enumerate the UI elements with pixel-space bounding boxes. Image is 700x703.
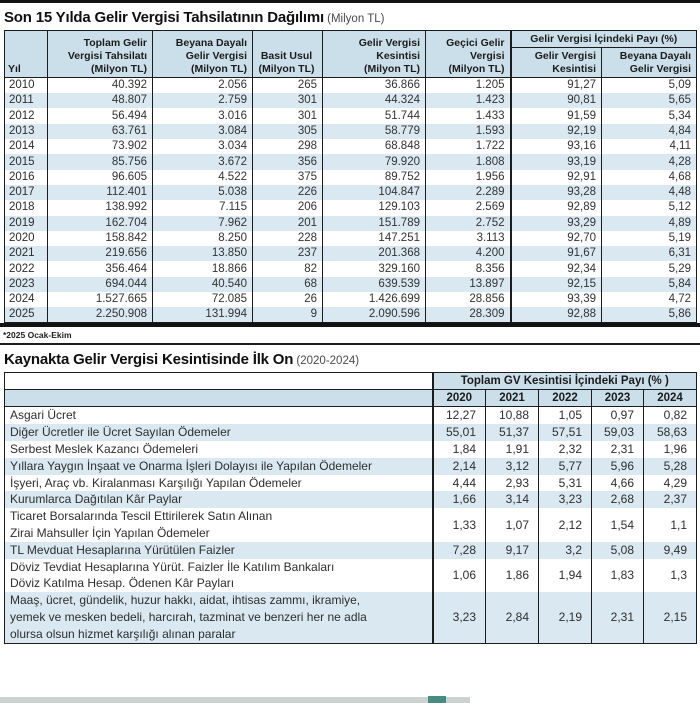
value-cell: 26	[253, 292, 323, 307]
value-cell: 219.656	[48, 246, 153, 261]
value-cell: 9,17	[486, 542, 539, 559]
value-cell: 13.897	[426, 277, 511, 292]
row-label-cell: 2011	[9, 94, 34, 107]
value-cell: 3,2	[539, 542, 592, 559]
value-cell: 0,97	[592, 407, 644, 424]
row-label-cell: 2016	[9, 170, 35, 183]
value-cell: 1,94	[539, 559, 592, 593]
table-row	[5, 78, 697, 94]
table-row	[5, 261, 697, 276]
value-cell: 265	[253, 78, 323, 94]
value-cell: 3,23	[539, 491, 592, 508]
row-label-cell: 2013	[9, 124, 35, 137]
table-row	[5, 475, 697, 492]
value-cell: 147.251	[323, 231, 426, 246]
value-cell: 301	[253, 108, 323, 123]
value-cell: 2.759	[153, 93, 253, 108]
value-cell: 96.605	[48, 170, 153, 185]
value-cell: 4,72	[602, 292, 697, 307]
value-cell: 4,84	[602, 124, 697, 139]
value-cell: 92,70	[511, 231, 602, 246]
table-row	[5, 407, 697, 424]
col-header-share-group: Gelir Vergisi İçindeki Payı (%)	[511, 31, 697, 48]
value-cell: 4,11	[602, 139, 697, 154]
value-cell: 8.356	[426, 261, 511, 276]
value-cell: 2,19	[539, 592, 592, 643]
row-label-cell: 2012	[9, 109, 35, 122]
value-cell: 1,3	[644, 559, 697, 593]
table-row	[5, 292, 697, 307]
col-header-provisional: Geçici Gelir Vergisi (Milyon TL)	[426, 31, 511, 78]
table1-title-text: Son 15 Yılda Gelir Vergisi Tahsilatının Dağılımı	[4, 9, 324, 26]
value-cell: 40.540	[153, 277, 253, 292]
value-cell: 2.056	[153, 78, 253, 94]
value-cell: 2,68	[592, 491, 644, 508]
value-cell: 356	[253, 154, 323, 169]
value-cell: 1.722	[426, 139, 511, 154]
value-cell: 10,88	[486, 407, 539, 424]
value-cell: 1,83	[592, 559, 644, 593]
value-cell: 104.847	[323, 185, 426, 200]
bottom-partial-bar	[0, 697, 470, 703]
value-cell: 93,16	[511, 139, 602, 154]
value-cell: 93,39	[511, 292, 602, 307]
value-cell: 2,93	[486, 475, 539, 492]
value-cell: 5,29	[602, 261, 697, 276]
value-cell: 6,31	[602, 246, 697, 261]
value-cell: 63.761	[48, 124, 153, 139]
table-row	[5, 200, 697, 215]
value-cell: 5,96	[592, 458, 644, 475]
row-label-cell: Yıllara Yaygın İnşaat ve Onarma İşleri Dolayısı ile Yapılan Ödemeler	[10, 458, 372, 473]
value-cell: 158.842	[48, 231, 153, 246]
table-row	[5, 124, 697, 139]
table1-body	[5, 78, 697, 323]
value-cell: 1.593	[426, 124, 511, 139]
value-cell: 2.752	[426, 216, 511, 231]
col-header-year: Yıl	[5, 31, 48, 78]
value-cell: 28.856	[426, 292, 511, 307]
row-label-cell: Serbest Meslek Kazancı Ödemeleri	[10, 441, 199, 456]
value-cell: 48.807	[48, 93, 153, 108]
value-cell: 7.962	[153, 216, 253, 231]
value-cell: 85.756	[48, 154, 153, 169]
value-cell: 92,34	[511, 261, 602, 276]
value-cell: 40.392	[48, 78, 153, 94]
value-cell: 138.992	[48, 200, 153, 215]
value-cell: 2,12	[539, 508, 592, 542]
value-cell: 226	[253, 185, 323, 200]
value-cell: 68.848	[323, 139, 426, 154]
table-row	[5, 592, 697, 643]
value-cell: 92,15	[511, 277, 602, 292]
value-cell: 3,14	[486, 491, 539, 508]
table-row	[5, 458, 697, 475]
value-cell: 2,31	[592, 592, 644, 643]
row-label-cell: TL Mevduat Hesaplarına Yürütülen Faizler	[10, 542, 235, 557]
col-header-2020: 2020	[433, 390, 486, 407]
table2-title-range: (2020-2024)	[293, 355, 360, 368]
value-cell: 5,77	[539, 458, 592, 475]
value-cell: 228	[253, 231, 323, 246]
table-row	[5, 93, 697, 108]
row-label-cell: 2025	[9, 308, 35, 321]
row-label-cell: 2020	[9, 232, 35, 244]
value-cell: 162.704	[48, 216, 153, 231]
table2-body	[5, 407, 697, 643]
row-label-cell: Ticaret Borsalarında Tescil Ettirilerek Satın Alınan Zirai Mahsuller İçin Yapılan Ödemeler	[10, 509, 273, 540]
col-header-2022: 2022	[539, 390, 592, 407]
value-cell: 131.994	[153, 307, 253, 323]
value-cell: 1,07	[486, 508, 539, 542]
value-cell: 93,28	[511, 185, 602, 200]
value-cell: 89.752	[323, 170, 426, 185]
value-cell: 206	[253, 200, 323, 215]
table-row	[5, 277, 697, 292]
value-cell: 4,89	[602, 216, 697, 231]
value-cell: 1.433	[426, 108, 511, 123]
value-cell: 56.494	[48, 108, 153, 123]
value-cell: 90,81	[511, 93, 602, 108]
value-cell: 298	[253, 139, 323, 154]
value-cell: 201	[253, 216, 323, 231]
value-cell: 2,31	[592, 441, 644, 458]
row-label-cell: 2010	[9, 79, 35, 92]
value-cell: 2,32	[539, 441, 592, 458]
value-cell: 59,03	[592, 424, 644, 441]
row-label-cell: Döviz Tevdiat Hesaplarına Yürüt. Faizler İle Katılım Bankaları Döviz Katılma Hesap. Ödenen Kâr Payları	[10, 559, 335, 591]
table2-corner-cell-2	[5, 390, 433, 407]
value-cell: 1,91	[486, 441, 539, 458]
col-header-withholding: Gelir Vergisi Kesintisi (Milyon TL)	[323, 31, 426, 78]
table-row	[5, 542, 697, 559]
withholding-top-ten-table	[4, 372, 697, 643]
value-cell: 4,28	[602, 154, 697, 169]
row-label-cell: Kurumlarca Dağıtılan Kâr Paylar	[10, 492, 183, 507]
value-cell: 1.527.665	[48, 292, 153, 307]
value-cell: 58,63	[644, 424, 697, 441]
table-row	[5, 508, 697, 542]
value-cell: 1,1	[644, 508, 697, 542]
table2-title	[0, 345, 700, 372]
table-row	[5, 307, 697, 323]
table1-title-unit: (Milyon TL)	[323, 13, 385, 25]
table1-title	[0, 3, 700, 30]
value-cell: 1,33	[433, 508, 486, 542]
value-cell: 18.866	[153, 261, 253, 276]
value-cell: 3.034	[153, 139, 253, 154]
value-cell: 1.205	[426, 78, 511, 94]
table-row	[5, 170, 697, 185]
value-cell: 1,06	[433, 559, 486, 593]
value-cell: 5,86	[602, 307, 697, 323]
value-cell: 4,68	[602, 170, 697, 185]
value-cell: 1.808	[426, 154, 511, 169]
value-cell: 44.324	[323, 93, 426, 108]
table-row	[5, 139, 697, 154]
value-cell: 57,51	[539, 424, 592, 441]
value-cell: 112.401	[48, 185, 153, 200]
value-cell: 82	[253, 261, 323, 276]
value-cell: 2.289	[426, 185, 511, 200]
table-row	[5, 154, 697, 169]
col-header-2024: 2024	[644, 390, 697, 407]
value-cell: 356.464	[48, 261, 153, 276]
value-cell: 5,08	[592, 542, 644, 559]
value-cell: 3,12	[486, 458, 539, 475]
row-label-cell: İşyeri, Araç vb. Kiralanması Karşılığı Yapılan Ödemeler	[10, 475, 302, 490]
value-cell: 92,88	[511, 307, 602, 323]
value-cell: 91,59	[511, 108, 602, 123]
value-cell: 1.956	[426, 170, 511, 185]
value-cell: 1,05	[539, 407, 592, 424]
row-label-cell: 2023	[9, 277, 35, 290]
row-label-cell: Asgari Ücret	[10, 408, 77, 423]
table-row	[5, 559, 697, 593]
value-cell: 9,49	[644, 542, 697, 559]
value-cell: 0,82	[644, 407, 697, 424]
table1-header	[5, 31, 697, 78]
value-cell: 12,27	[433, 407, 486, 424]
table-row	[5, 216, 697, 231]
value-cell: 5.038	[153, 185, 253, 200]
value-cell: 1,84	[433, 441, 486, 458]
value-cell: 305	[253, 124, 323, 139]
value-cell: 5,65	[602, 93, 697, 108]
value-cell: 3.672	[153, 154, 253, 169]
row-label-cell: 2021	[9, 247, 35, 260]
value-cell: 51.744	[323, 108, 426, 123]
value-cell: 1.426.699	[323, 292, 426, 307]
row-label-cell: 2014	[9, 140, 35, 153]
value-cell: 58.779	[323, 124, 426, 139]
value-cell: 68	[253, 277, 323, 292]
value-cell: 5,09	[602, 78, 697, 94]
value-cell: 79.920	[323, 154, 426, 169]
value-cell: 639.539	[323, 277, 426, 292]
table2-title-text: Kaynakta Gelir Vergisi Kesintisinde İlk On	[4, 351, 294, 369]
value-cell: 7.115	[153, 200, 253, 215]
value-cell: 4,66	[592, 475, 644, 492]
value-cell: 2,84	[486, 592, 539, 643]
row-label-cell: 2015	[9, 155, 35, 168]
value-cell: 93,19	[511, 154, 602, 169]
bottom-partial-accent	[428, 696, 446, 703]
value-cell: 5,12	[602, 200, 697, 215]
value-cell: 2,37	[644, 491, 697, 508]
value-cell: 91,67	[511, 246, 602, 261]
value-cell: 237	[253, 246, 323, 261]
row-label-cell: 2024	[9, 293, 35, 306]
row-label-cell: 2019	[9, 216, 35, 229]
col-header-share-withholding: Gelir Vergisi Kesintisi	[511, 48, 602, 78]
value-cell: 73.902	[48, 139, 153, 154]
table-row	[5, 246, 697, 261]
value-cell: 3.084	[153, 124, 253, 139]
col-header-simple-method: Basit Usul (Milyon TL)	[253, 31, 323, 78]
value-cell: 91,27	[511, 78, 602, 94]
value-cell: 1,66	[433, 491, 486, 508]
value-cell: 92,19	[511, 124, 602, 139]
value-cell: 51,37	[486, 424, 539, 441]
value-cell: 2.090.596	[323, 307, 426, 323]
value-cell: 375	[253, 170, 323, 185]
col-header-total-collection: Toplam Gelir Vergisi Tahsilatı (Milyon TL)	[48, 31, 153, 78]
value-cell: 4,44	[433, 475, 486, 492]
value-cell: 2.250.908	[48, 307, 153, 323]
table2-corner-cell	[5, 373, 433, 390]
table-row	[5, 185, 697, 200]
value-cell: 1,96	[644, 441, 697, 458]
value-cell: 4.522	[153, 170, 253, 185]
value-cell: 9	[253, 307, 323, 323]
value-cell: 5,31	[539, 475, 592, 492]
value-cell: 5,19	[602, 231, 697, 246]
table-row	[5, 441, 697, 458]
row-label-cell: 2017	[9, 186, 35, 199]
value-cell: 1,54	[592, 508, 644, 542]
table-row	[5, 424, 697, 441]
row-label-cell: Maaş, ücret, gündelik, huzur hakkı, aidat, ihtisas zammı, ikramiye, yemek ve mesken bedeli, harcırah, tazminat ve benzeri her ne adla olursa olsun hizmet karşılığı alınan paralar	[10, 593, 367, 641]
value-cell: 7,28	[433, 542, 486, 559]
value-cell: 3.113	[426, 231, 511, 246]
value-cell: 201.368	[323, 246, 426, 261]
value-cell: 4,29	[644, 475, 697, 492]
value-cell: 2,15	[644, 592, 697, 643]
value-cell: 92,89	[511, 200, 602, 215]
table2-group-header: Toplam GV Kesintisi İçindeki Payı (% )	[433, 373, 697, 390]
value-cell: 55,01	[433, 424, 486, 441]
value-cell: 5,28	[644, 458, 697, 475]
value-cell: 2,14	[433, 458, 486, 475]
value-cell: 694.044	[48, 277, 153, 292]
value-cell: 5,84	[602, 277, 697, 292]
col-header-share-declared: Beyana Dayalı Gelir Vergisi	[602, 48, 697, 78]
col-header-declared-tax: Beyana Dayalı Gelir Vergisi (Milyon TL)	[153, 31, 253, 78]
value-cell: 1.423	[426, 93, 511, 108]
value-cell: 329.160	[323, 261, 426, 276]
value-cell: 28.309	[426, 307, 511, 323]
table2-header	[5, 373, 697, 407]
row-label-cell: 2018	[9, 201, 35, 214]
value-cell: 4.200	[426, 246, 511, 261]
value-cell: 5,34	[602, 108, 697, 123]
value-cell: 72.085	[153, 292, 253, 307]
table-row	[5, 491, 697, 508]
value-cell: 301	[253, 93, 323, 108]
col-header-2023: 2023	[592, 390, 644, 407]
value-cell: 151.789	[323, 216, 426, 231]
value-cell: 1,86	[486, 559, 539, 593]
value-cell: 129.103	[323, 200, 426, 215]
table-row	[5, 231, 697, 246]
value-cell: 3.016	[153, 108, 253, 123]
row-label-cell: Diğer Ücretler ile Ücret Sayılan Ödemeler	[10, 425, 231, 440]
col-header-2021: 2021	[486, 390, 539, 407]
value-cell: 13.850	[153, 246, 253, 261]
table-row	[5, 108, 697, 123]
value-cell: 93,29	[511, 216, 602, 231]
value-cell: 92,91	[511, 170, 602, 185]
value-cell: 4,48	[602, 185, 697, 200]
footnote: *2025 Ocak-Ekim	[3, 330, 72, 341]
row-label-cell: 2022	[9, 262, 35, 275]
income-tax-distribution-table	[4, 30, 697, 323]
value-cell: 36.866	[323, 78, 426, 94]
value-cell: 8.250	[153, 231, 253, 246]
value-cell: 3,23	[433, 592, 486, 643]
value-cell: 2.569	[426, 200, 511, 215]
